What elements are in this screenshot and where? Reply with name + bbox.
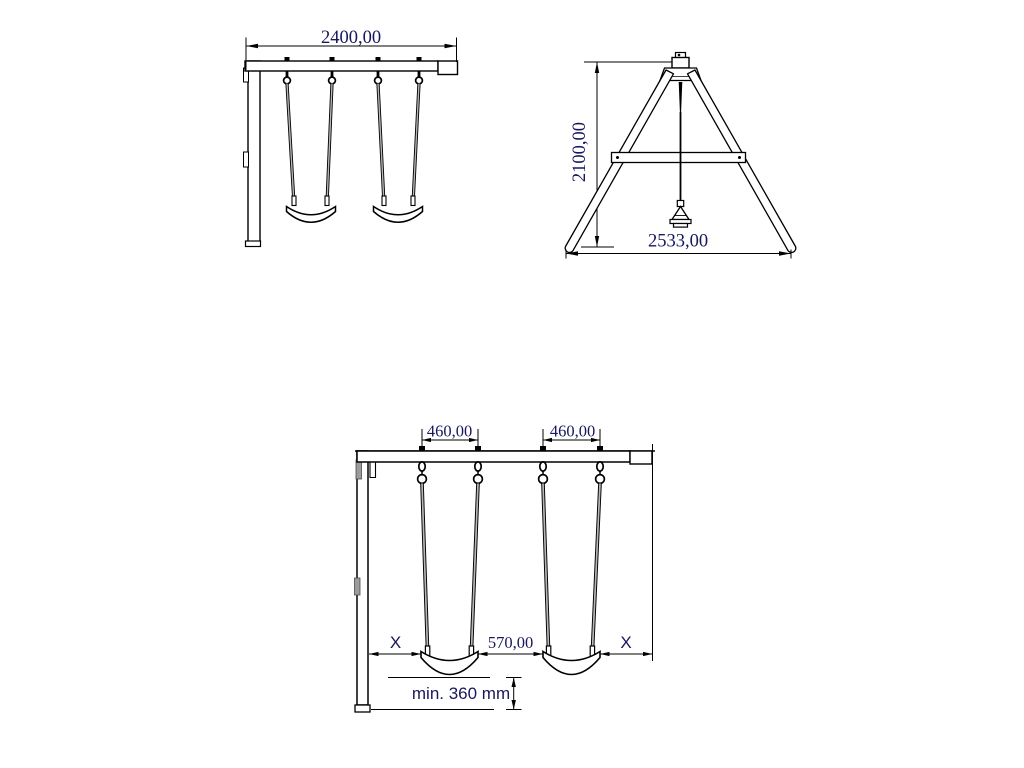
dim-arrow-left-icon bbox=[369, 652, 379, 656]
dim-arrow-right-icon bbox=[445, 44, 457, 48]
hanger-icon bbox=[596, 462, 605, 484]
side-view-crossbar bbox=[612, 153, 746, 163]
dim-beam-width-label: 2400,00 bbox=[320, 28, 382, 48]
front-view bbox=[244, 28, 458, 247]
dim-arrow-right-icon bbox=[643, 652, 653, 656]
dimension-hanger-spacing-left bbox=[422, 422, 478, 450]
dim-arrow-down-icon bbox=[595, 236, 599, 247]
beam-end-cap bbox=[438, 61, 458, 75]
swing-seat bbox=[287, 207, 336, 223]
dimension-ground-clearance bbox=[371, 678, 522, 710]
hanger-icon bbox=[284, 71, 291, 84]
detail-view-top-beam bbox=[355, 444, 655, 661]
dimension-edge-clearance-right bbox=[600, 633, 653, 656]
front-view-left-post bbox=[244, 61, 261, 247]
hanger-icon bbox=[474, 462, 483, 484]
anchor-plate bbox=[356, 460, 362, 479]
beam-bracket bbox=[370, 463, 376, 478]
hanger-icon bbox=[418, 462, 427, 484]
hanger-icon bbox=[329, 71, 336, 84]
detail-view-swing-hangers bbox=[418, 462, 605, 484]
dim-arrow-left-icon bbox=[600, 652, 610, 656]
dim-arrow-left-icon bbox=[246, 44, 258, 48]
dim-overall-height-label: 2100,00 bbox=[570, 121, 590, 183]
beam-end-cap bbox=[630, 451, 652, 464]
dim-arrow-right-icon bbox=[412, 652, 422, 656]
front-view-swing-hangers bbox=[284, 71, 423, 84]
front-view-swing-2 bbox=[374, 84, 423, 223]
dim-ground-clearance-label: min. 360 mm bbox=[411, 684, 511, 703]
dim-hanger-spacing-right-label: 460,00 bbox=[549, 421, 596, 441]
detail-view-left-post bbox=[355, 451, 376, 712]
side-view-swing-seat-edge bbox=[670, 201, 691, 228]
dimension-edge-clearance-left bbox=[369, 633, 421, 656]
detail-view-swing-1 bbox=[421, 484, 478, 675]
dim-hanger-spacing-left-label: 460,00 bbox=[426, 421, 473, 441]
dim-seat-gap-label: 570,00 bbox=[487, 633, 534, 652]
bolt-icon bbox=[616, 156, 619, 159]
front-view-swing-1 bbox=[287, 84, 336, 223]
dim-arrow-down-icon bbox=[512, 700, 516, 710]
dim-arrow-up-icon bbox=[595, 62, 599, 73]
side-view bbox=[565, 53, 796, 259]
side-view-swing-rope bbox=[679, 82, 683, 201]
front-view-top-beam bbox=[245, 57, 458, 75]
detail-view-swing-2 bbox=[543, 484, 600, 675]
dim-arrow-up-icon bbox=[512, 678, 516, 688]
dim-base-depth-label: 2533,00 bbox=[647, 231, 709, 252]
bolt-icon bbox=[738, 156, 741, 159]
dimension-hanger-spacing-right bbox=[543, 422, 600, 450]
dim-arrow-left-icon bbox=[478, 652, 488, 656]
hanger-icon bbox=[416, 71, 423, 84]
dimension-base-depth bbox=[566, 232, 791, 259]
swing-seat bbox=[374, 207, 423, 223]
dim-arrow-right-icon bbox=[534, 652, 544, 656]
dim-edge-clearance-left-label: X bbox=[389, 633, 402, 652]
detail-view bbox=[355, 422, 656, 713]
dimension-seat-gap bbox=[478, 633, 543, 656]
anchor-plate bbox=[355, 578, 361, 595]
hanger-icon bbox=[539, 462, 548, 484]
hanger-icon bbox=[375, 71, 382, 84]
dim-edge-clearance-right-label: X bbox=[620, 633, 632, 652]
